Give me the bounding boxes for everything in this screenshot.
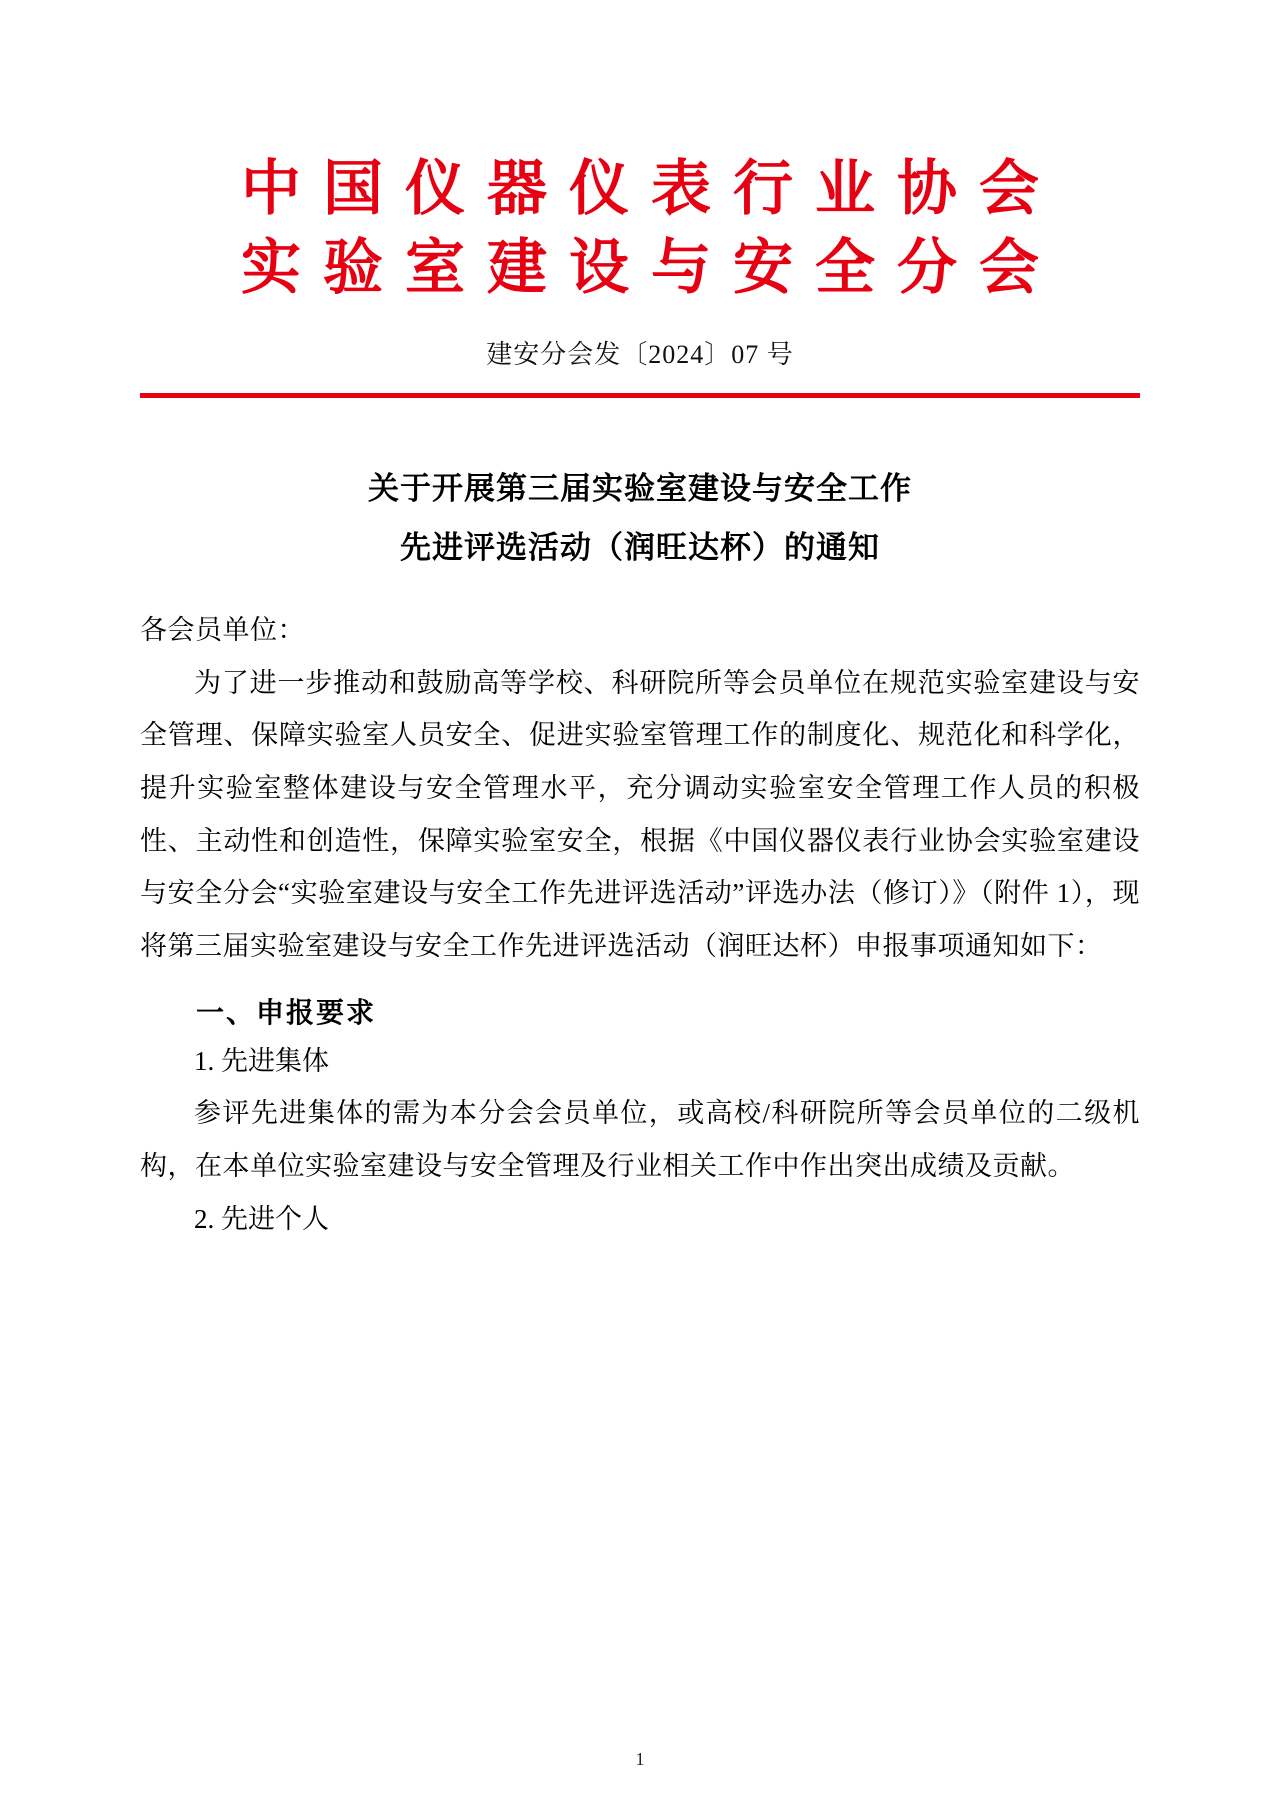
document-number: 建安分会发〔2024〕07 号	[486, 340, 794, 370]
letterhead	[0, 0, 1280, 398]
salutation: 各会员单位：	[140, 615, 305, 646]
title-line-2: 先进评选活动（润旺达杯）的通知	[400, 530, 880, 566]
red-divider-rule	[140, 393, 1140, 398]
body-paragraph-2: 参评先进集体的需为本分会会员单位，或高校/科研院所等会员单位的二级机构，在本单位实验室建设与安全管理及行业相关工作中作出突出成绩及贡献。	[140, 1098, 1140, 1181]
title-line-1: 关于开展第三届实验室建设与安全工作	[368, 471, 912, 507]
subsection-heading-1: 1. 先进集体	[194, 1045, 329, 1076]
org-name-line-2: 实验室建设与安全分会	[241, 235, 1061, 302]
document-body	[140, 578, 1140, 1245]
section-heading-1: 一、申报要求	[196, 997, 377, 1029]
body-paragraph-1: 为了进一步推动和鼓励高等学校、科研院所等会员单位在规范实验室建设与安全管理、保障实验室人员安全、促进实验室管理工作的制度化、规范化和科学化，提升实验室整体建设与安全管理水平，充分调动实验室安全管理工作人员的积极性、主动性和创造性，保障实验室安全，根据《中国仪器仪表行业协会实验室建设与安全分会“实验室建设与安全工作先进评选活动”评选办法（修订）》（附件 1），现将第三届实验室建设与安全工作先进评选活动（润旺达杯）申报事项通知如下：	[140, 667, 1140, 961]
page-number: 1	[635, 1749, 645, 1769]
page-title	[0, 460, 1280, 578]
org-name-line-1: 中国仪器仪表行业协会	[241, 156, 1061, 222]
subsection-heading-2: 2. 先进个人	[194, 1203, 329, 1234]
